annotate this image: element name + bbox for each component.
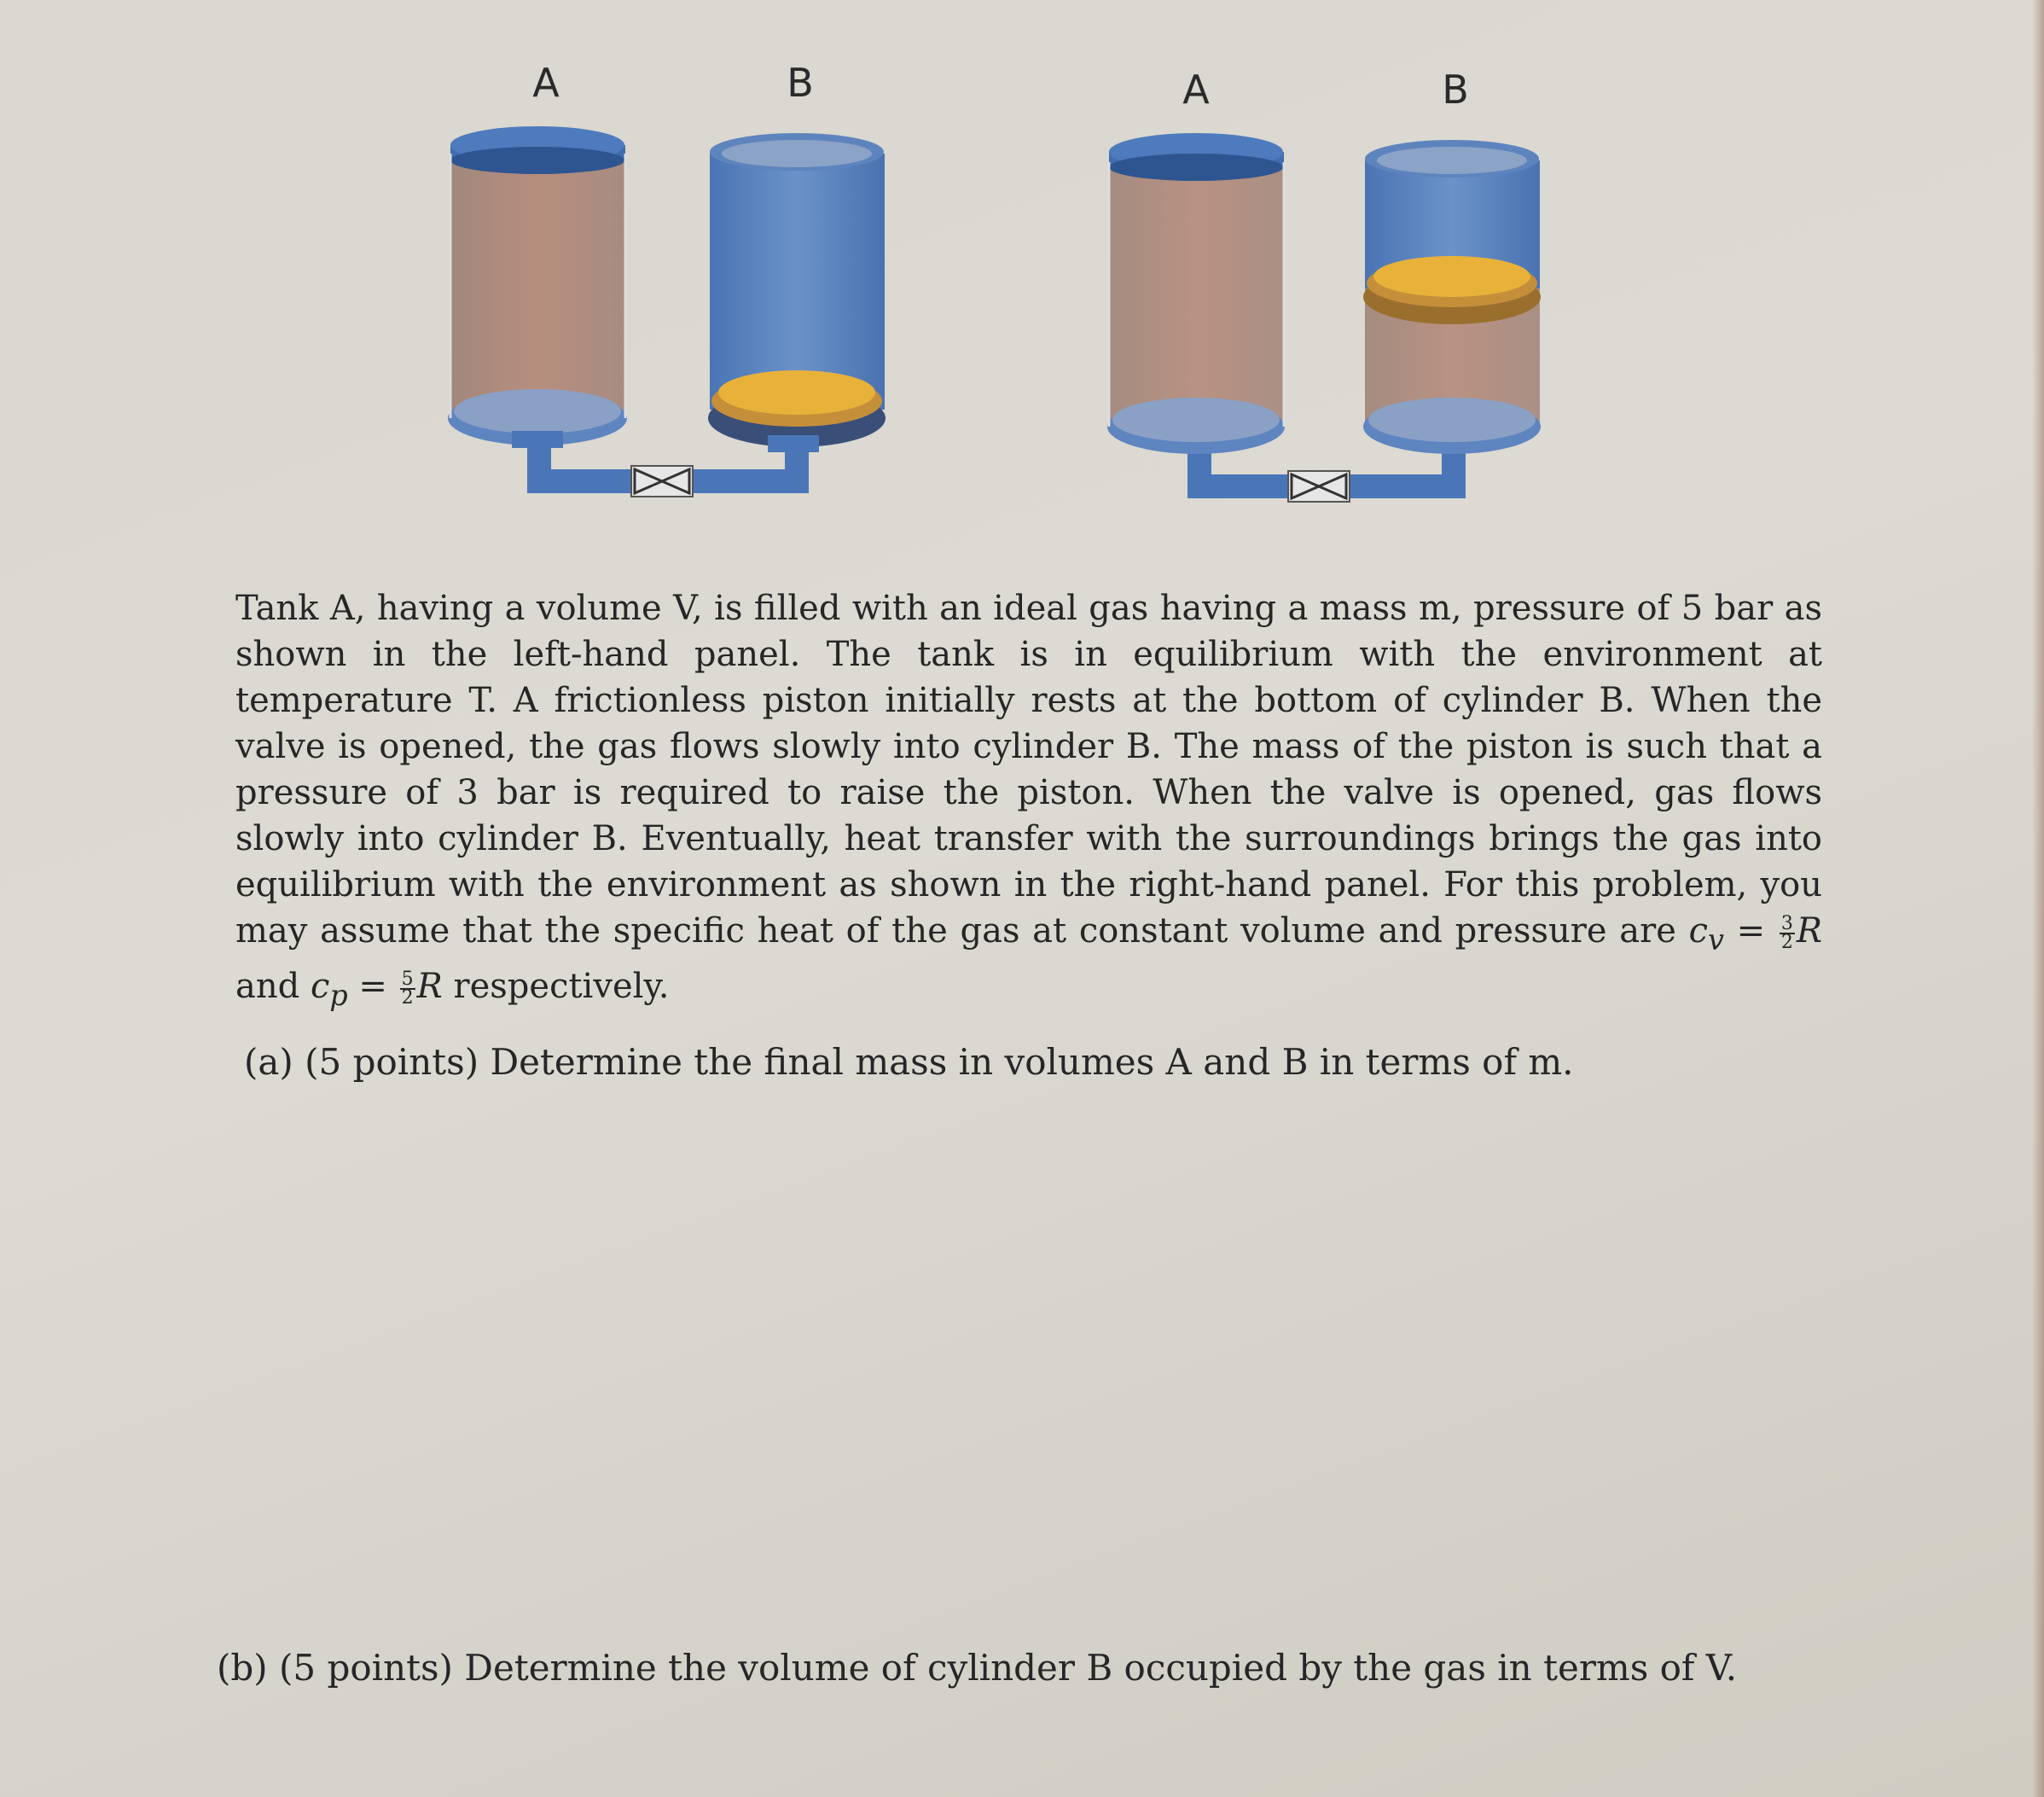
- right-valve-icon: [1288, 471, 1350, 502]
- left-cylinder-b-label: B: [787, 60, 814, 106]
- cv-formula: $c_v$ = $\frac{3}{2}$ R: [1688, 911, 1822, 957]
- left-tank-a-label: A: [532, 60, 560, 106]
- left-valve-icon: [631, 466, 693, 497]
- question-a: (a) (5 points) Determine the final mass in volumes A and B in terms of m.: [244, 1041, 1574, 1083]
- problem-sentence-5: The mass of the piston is such that a pressure of 3 bar is required to raise the piston.: [235, 727, 1822, 812]
- left-cylinder-b: [708, 133, 886, 452]
- problem-sentence-7: Eventually, heat transfer with the surroundings brings the gas into equilibrium with the environment as shown in the right-hand panel.: [235, 819, 1822, 904]
- tank-figure: [0, 0, 2044, 546]
- right-cylinder-b: [1363, 140, 1541, 454]
- problem-sentence-3: A frictionless piston initially rests at the bottom of cylinder B.: [513, 681, 1635, 720]
- left-tank-a: [448, 126, 627, 448]
- problem-paragraph: [235, 585, 1822, 1019]
- tanks-diagram: [0, 0, 2044, 546]
- and-word: and: [235, 967, 300, 1006]
- cp-formula: $c_p$ = $\frac{5}{2}$ R: [310, 967, 443, 1012]
- question-b: (b) (5 points) Determine the volume of cylinder B occupied by the gas in terms of V.: [217, 1647, 1738, 1689]
- bleed-through-text: [205, 1451, 216, 1490]
- problem-sentence-1: Tank A, having a volume V, is filled with an ideal gas having a mass m, pressure of 5 bar as shown in the left-hand panel.: [235, 589, 1822, 674]
- problem-sentence-6: When the valve is opened, gas flows slowly into cylinder B.: [235, 773, 1822, 858]
- problem-sentence-2: The tank is in equilibrium with the environment at temperature T.: [235, 635, 1823, 720]
- problem-sentence-4: When the valve is opened, the gas flows slowly into cylinder B.: [235, 681, 1823, 766]
- right-cylinder-b-label: B: [1442, 67, 1469, 113]
- problem-sentence-8: For this problem, you may assume that the specific heat of the gas at constant volume and pressure are: [235, 865, 1822, 951]
- right-tank-a-label: A: [1182, 67, 1210, 113]
- problem-statement: [235, 585, 1822, 1019]
- problem-sentence-end: respectively.: [453, 967, 670, 1006]
- right-tank-a: [1107, 133, 1285, 454]
